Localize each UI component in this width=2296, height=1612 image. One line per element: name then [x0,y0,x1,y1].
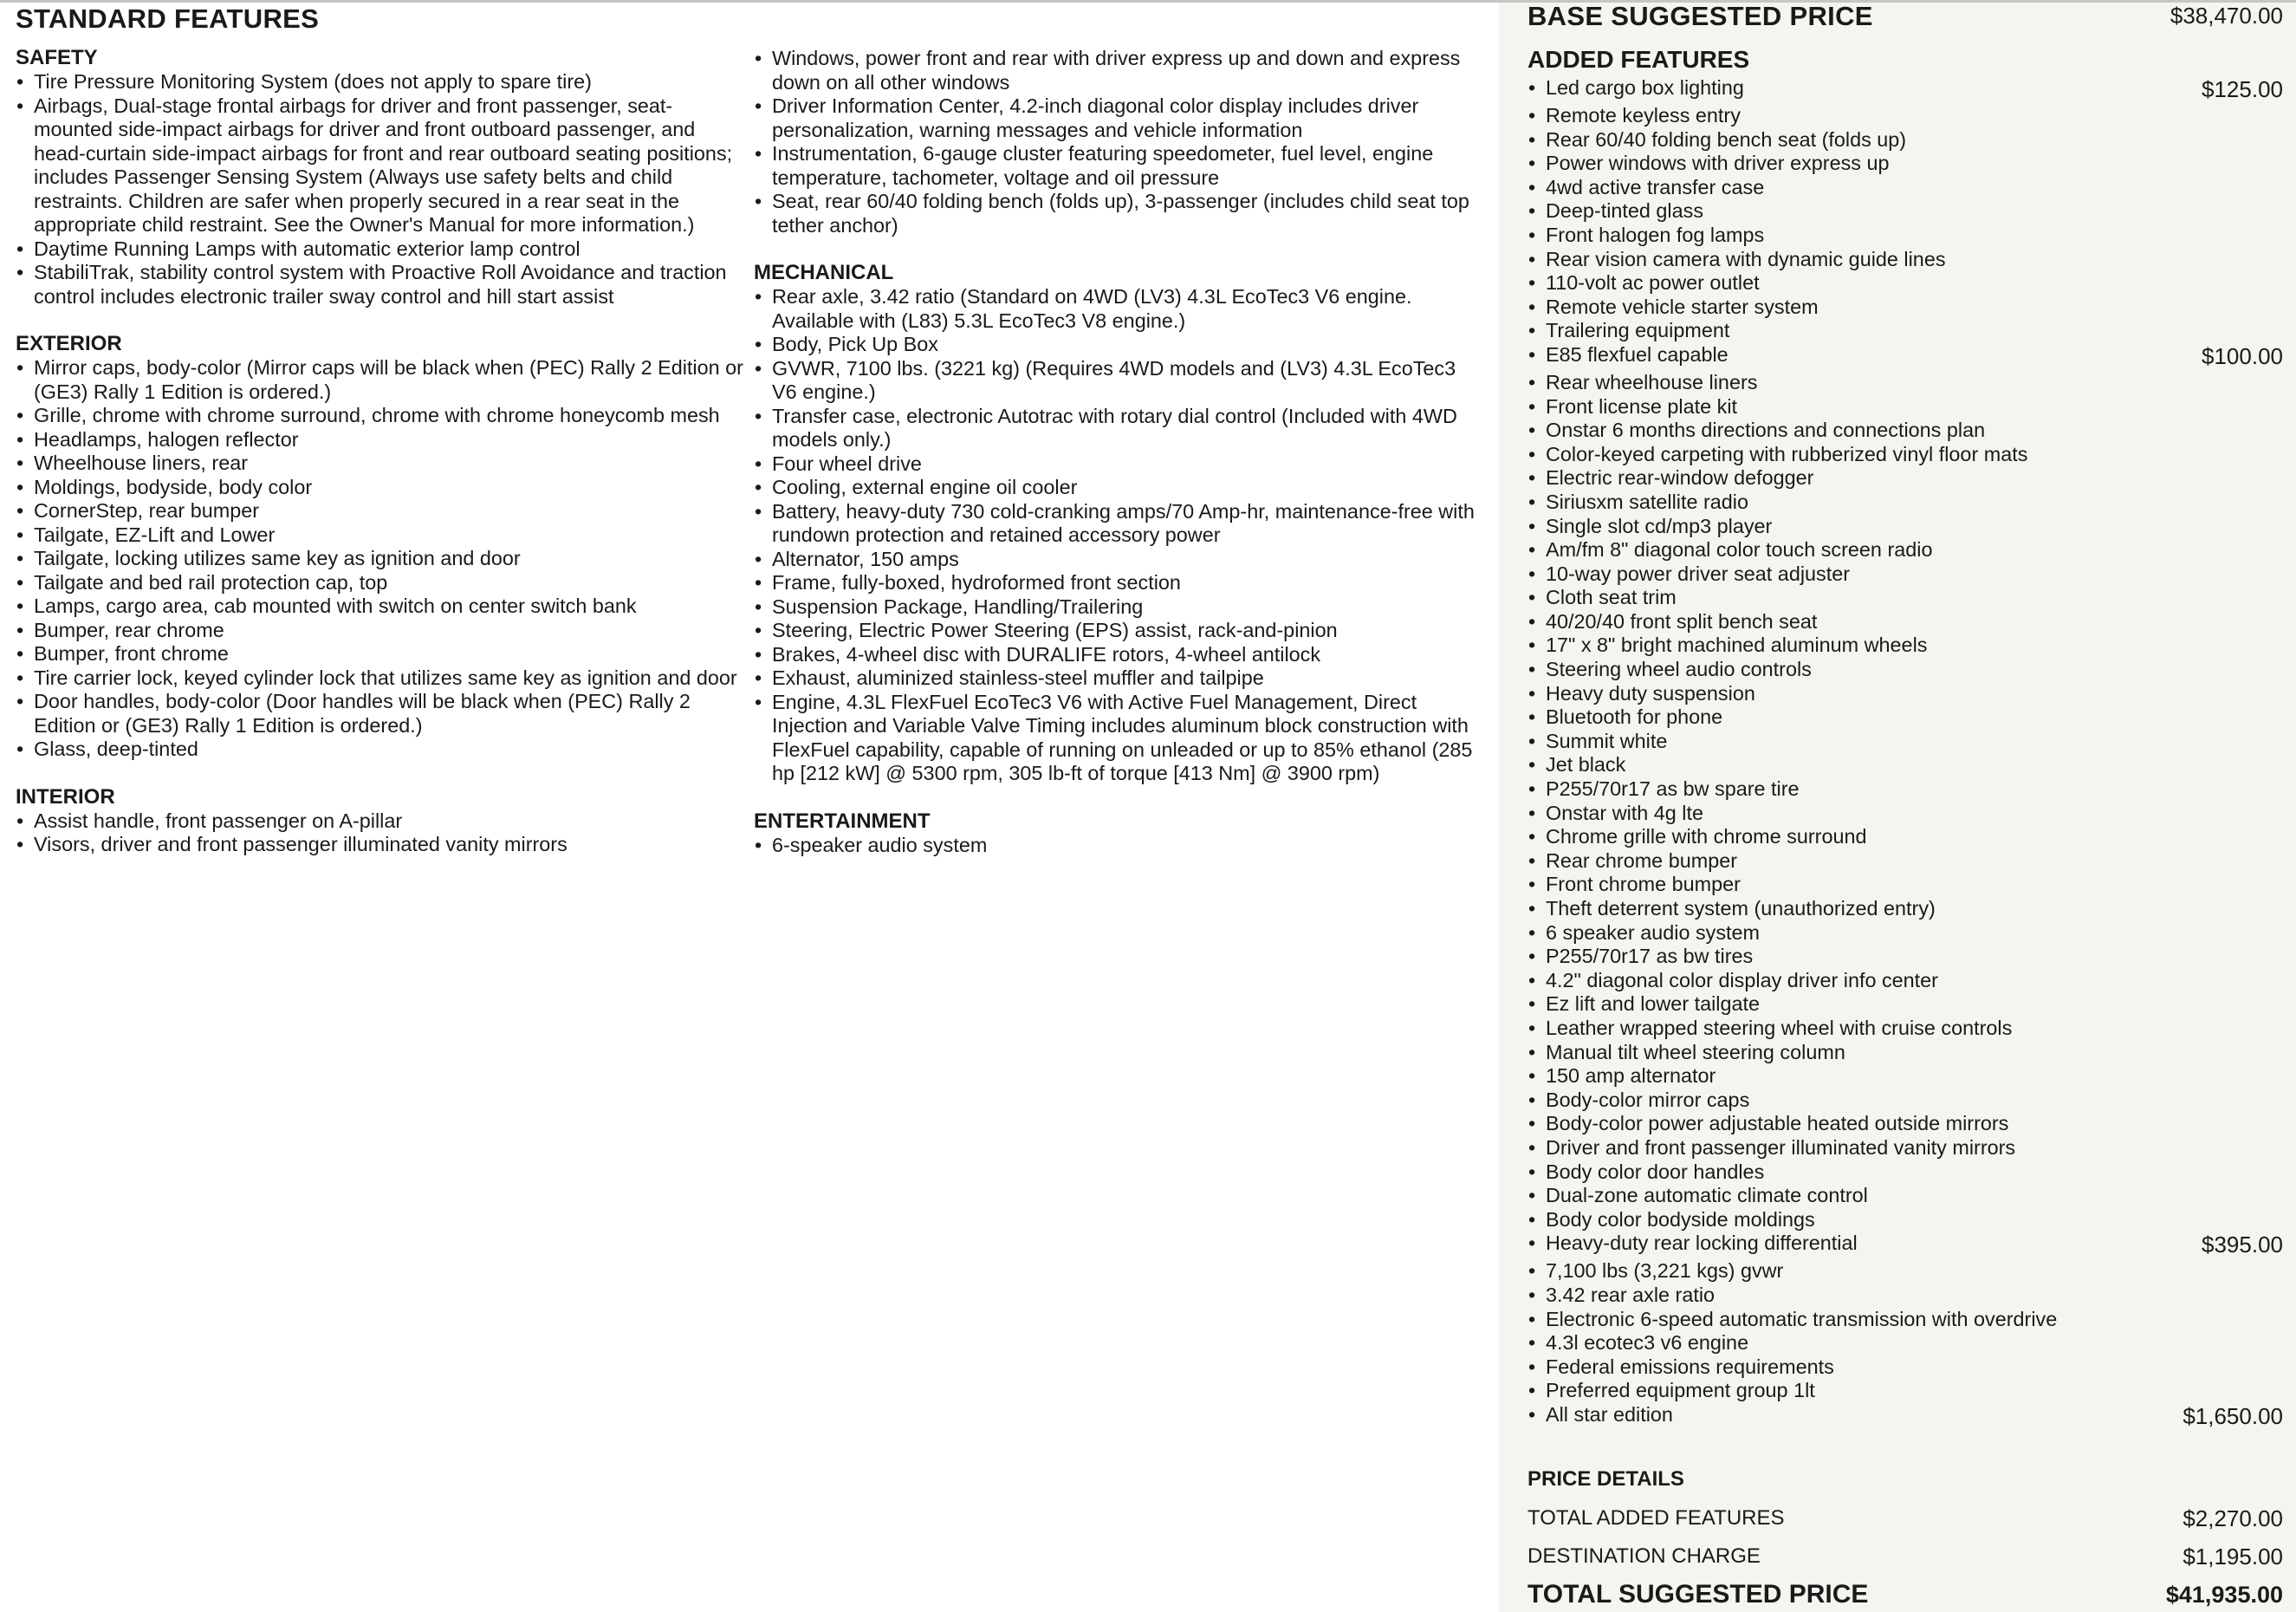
mechanical-heading: MECHANICAL [754,261,894,284]
interior-list [16,809,743,857]
feature-item: • Mirror caps, body-color (Mirror caps will be black when (PEC) Rally 2 Edition or (GE3) Rally 1 Edition is ordered.) [16,356,743,404]
added-feature-item [1527,296,2283,320]
feature-item: • Grille, chrome with chrome surround, chrome with chrome honeycomb mesh [16,404,743,428]
feature-item: • Windows, power front and rear with driver express up and down and express down on all other windows [754,47,1482,94]
entertainment-section [754,810,1482,858]
added-feature-name: P255/70r17 as bw spare tire [1546,777,1800,801]
feature-item: • CornerStep, rear bumper [16,499,743,523]
added-feature-name: Leather wrapped steering wheel with cruise controls [1546,1016,2013,1039]
standard-features-title: STANDARD FEATURES [16,3,320,34]
added-feature-item [1527,76,2283,104]
added-feature-item [1527,128,2283,153]
feature-item: • Glass, deep-tinted [16,738,743,762]
exterior-list [16,356,743,762]
added-feature-item [1527,1041,2283,1065]
feature-item: • 6-speaker audio system [754,834,1482,858]
total-suggested-price-value: $41,935.00 [2165,1582,2283,1608]
added-feature-item [1527,1136,2283,1160]
feature-item: • Brakes, 4-wheel disc with DURALIFE rotors, 4-wheel antilock [754,643,1482,667]
added-feature-item [1527,395,2283,419]
added-feature-item [1527,371,2283,395]
added-feature-item [1527,1184,2283,1208]
added-feature-item [1527,634,2283,658]
added-feature-name: Onstar with 4g lte [1546,801,1704,824]
added-feature-name: Driver and front passenger illuminated vanity mirrors [1546,1135,2016,1159]
feature-item: • Battery, heavy-duty 730 cold-cranking amps/70 Amp-hr, maintenance-free with rundown protection and retained accessory power [754,500,1482,548]
added-feature-name: Remote keyless entry [1546,104,1741,127]
feature-item: • Suspension Package, Handling/Trailering [754,595,1482,620]
total-added-features-label: TOTAL ADDED FEATURES [1527,1506,1785,1530]
added-feature-item [1527,1308,2283,1332]
added-feature-name: Power windows with driver express up [1546,152,1890,175]
added-feature-name: 3.42 rear axle ratio [1546,1283,1716,1306]
safety-list [16,70,743,309]
feature-item: • Daytime Running Lamps with automatic exterior lamp control [16,237,743,262]
added-feature-name: Rear chrome bumper [1546,848,1738,872]
added-feature-name: Electronic 6-speed automatic transmission with overdrive [1546,1307,2058,1330]
feature-item: • Transfer case, electronic Autotrac with rotary dial control (Included with 4WD models only.) [754,405,1482,452]
added-feature-name: 150 amp alternator [1546,1064,1716,1088]
added-feature-item [1527,1379,2283,1403]
total-added-features-row [1527,1504,2283,1533]
added-feature-item [1527,921,2283,946]
added-feature-item [1527,152,2283,176]
added-feature-name: Steering wheel audio controls [1546,658,1812,681]
exterior-heading: EXTERIOR [16,332,122,355]
base-price-label: BASE SUGGESTED PRICE [1527,1,1873,31]
added-feature-name: 40/20/40 front split bench seat [1546,609,1818,633]
added-feature-name: Am/fm 8" diagonal color touch screen radio [1546,538,1933,562]
added-feature-name: Single slot cd/mp3 player [1546,514,1773,537]
feature-item: • Tire Pressure Monitoring System (does not apply to spare tire) [16,70,743,94]
added-feature-name: 4.3l ecotec3 v6 engine [1546,1331,1749,1355]
added-feature-item [1527,248,2283,272]
added-feature-name: Electric rear-window defogger [1546,466,1814,490]
added-feature-item [1527,849,2283,874]
added-feature-item [1527,658,2283,682]
added-feature-item [1527,586,2283,610]
feature-item: • Exhaust, aluminized stainless-steel muffler and tailpipe [754,666,1482,691]
added-feature-name: Rear 60/40 folding bench seat (folds up) [1546,127,1907,151]
destination-charge-value: $1,195.00 [2182,1544,2283,1570]
added-feature-item [1527,104,2283,128]
added-feature-name: 110-volt ac power outlet [1546,271,1760,295]
interior-continued-list [754,47,1482,237]
added-feature-price: $1,650.00 [2182,1402,2283,1429]
added-feature-name: Led cargo box lighting [1546,76,1744,99]
added-feature-item [1527,515,2283,539]
added-feature-item [1527,969,2283,993]
feature-item: • Wheelhouse liners, rear [16,452,743,476]
feature-item: • Seat, rear 60/40 folding bench (folds up), 3-passenger (includes child seat top tether anchor) [754,190,1482,237]
added-feature-item [1527,1112,2283,1136]
feature-item: • Lamps, cargo area, cab mounted with switch on center switch bank [16,595,743,619]
added-feature-item [1527,562,2283,587]
feature-item: • Steering, Electric Power Steering (EPS) assist, rack-and-pinion [754,619,1482,643]
destination-charge-row [1527,1542,2283,1571]
feature-item: • Door handles, body-color (Door handles will be black when (PEC) Rally 2 Edition or (GE3) Rally 1 Edition is ordered.) [16,690,743,738]
added-feature-item [1527,825,2283,849]
feature-item: • Airbags, Dual-stage frontal airbags for driver and front passenger, seat-mounted side-impact airbags for driver and front outboard passenger, and head-curtain side-impact airbags for front and rear outboard seating positions; includes Passenger Sensing System (Always use safety belts and child restraints. Children are safer when properly secured in a rear seat in the appropriate child restraint. See the Owner's Manual for more information.) [16,94,743,237]
added-feature-item [1527,873,2283,897]
feature-item: • Cooling, external engine oil cooler [754,476,1482,500]
safety-heading: SAFETY [16,46,98,69]
added-feature-name: Front halogen fog lamps [1546,223,1765,246]
added-feature-name: Chrome grille with chrome surround [1546,825,1867,848]
added-feature-item [1527,802,2283,826]
added-feature-item [1527,1017,2283,1041]
added-feature-name: Manual tilt wheel steering column [1546,1040,1845,1063]
exterior-section [16,333,743,762]
added-feature-name: Rear wheelhouse liners [1546,370,1758,393]
added-feature-item [1527,1355,2283,1380]
added-feature-item [1527,491,2283,515]
added-feature-item [1527,610,2283,634]
price-details-heading: PRICE DETAILS [1527,1467,1684,1491]
added-feature-item [1527,1259,2283,1284]
standard-features-column-1 [16,47,743,881]
feature-item: • Bumper, rear chrome [16,619,743,643]
added-feature-name: Onstar 6 months directions and connections plan [1546,419,1986,442]
feature-item: • Tire carrier lock, keyed cylinder lock that utilizes same key as ignition and door [16,666,743,691]
destination-charge-label: DESTINATION CHARGE [1527,1544,1761,1568]
added-feature-item [1527,1208,2283,1232]
feature-item: • Tailgate, locking utilizes same key as ignition and door [16,547,743,571]
added-feature-item [1527,730,2283,754]
added-feature-price: $395.00 [2202,1232,2283,1258]
feature-item: • Moldings, bodyside, body color [16,476,743,500]
added-feature-name: Dual-zone automatic climate control [1546,1184,1868,1207]
added-feature-item [1527,466,2283,491]
total-suggested-price-row [1527,1578,2283,1611]
added-feature-name: Theft deterrent system (unauthorized entry) [1546,897,1936,920]
added-feature-name: Body color door handles [1546,1160,1765,1183]
added-feature-item [1527,224,2283,248]
entertainment-heading: ENTERTAINMENT [754,809,931,833]
added-feature-item [1527,538,2283,562]
feature-item: • Alternator, 150 amps [754,548,1482,572]
added-feature-name: Body-color mirror caps [1546,1088,1750,1111]
added-feature-item [1527,1232,2283,1259]
added-feature-name: 4wd active transfer case [1546,175,1765,198]
feature-item: • Four wheel drive [754,452,1482,477]
added-feature-name: Remote vehicle starter system [1546,295,1819,318]
added-feature-item [1527,777,2283,802]
added-feature-item [1527,176,2283,200]
added-feature-item [1527,753,2283,777]
added-feature-item [1527,1331,2283,1355]
added-feature-item [1527,1403,2283,1431]
added-feature-item [1527,419,2283,443]
added-feature-name: Preferred equipment group 1lt [1546,1379,1815,1402]
added-feature-name: P255/70r17 as bw tires [1546,945,1754,968]
interior-continued-section [754,47,1482,237]
feature-item: • Instrumentation, 6-gauge cluster featuring speedometer, fuel level, engine temperature, tachometer, voltage and oil pressure [754,142,1482,190]
added-feature-name: Color-keyed carpeting with rubberized vinyl floor mats [1546,442,2028,465]
base-price-row [1527,0,2283,33]
feature-item: • Body, Pick Up Box [754,333,1482,357]
added-feature-item [1527,897,2283,921]
total-added-features-value: $2,270.00 [2182,1505,2283,1531]
added-feature-item [1527,319,2283,343]
safety-section [16,47,743,309]
feature-item: • Driver Information Center, 4.2-inch diagonal color display includes driver personalization, warning messages and vehicle information [754,94,1482,142]
added-feature-name: 17" x 8" bright machined aluminum wheels [1546,634,1928,657]
added-feature-item [1527,682,2283,706]
added-feature-name: Ez lift and lower tailgate [1546,992,1761,1016]
added-feature-price: $100.00 [2202,342,2283,369]
standard-features-column-2 [754,47,1482,881]
interior-heading: INTERIOR [16,784,115,809]
added-feature-name: Heavy-duty rear locking differential [1546,1232,1858,1255]
feature-item: • Visors, driver and front passenger illuminated vanity mirrors [16,833,743,857]
added-feature-item [1527,199,2283,224]
feature-item: • StabiliTrak, stability control system with Proactive Roll Avoidance and traction control includes electronic trailer sway control and hill start assist [16,261,743,309]
added-feature-name: Body-color power adjustable heated outside mirrors [1546,1112,2009,1135]
added-feature-name: 6 speaker audio system [1546,920,1761,944]
feature-item: • Tailgate and bed rail protection cap, top [16,571,743,595]
added-feature-item [1527,1284,2283,1308]
total-suggested-price-label: TOTAL SUGGESTED PRICE [1527,1580,1869,1609]
added-feature-item [1527,1064,2283,1089]
added-feature-name: Front license plate kit [1546,394,1738,418]
added-feature-name: 10-way power driver seat adjuster [1546,562,1851,585]
added-feature-price: $125.00 [2202,76,2283,102]
added-feature-name: Bluetooth for phone [1546,705,1723,729]
added-feature-name: Front chrome bumper [1546,873,1741,896]
interior-section [16,786,743,857]
feature-item: • Frame, fully-boxed, hydroformed front section [754,571,1482,595]
added-feature-name: 7,100 lbs (3,221 kgs) gvwr [1546,1259,1784,1283]
feature-item: • GVWR, 7100 lbs. (3221 kg) (Requires 4WD models and (LV3) 4.3L EcoTec3 V6 engine.) [754,357,1482,405]
feature-item: • Engine, 4.3L FlexFuel EcoTec3 V6 with Active Fuel Management, Direct Injection and Variable Valve Timing includes aluminum block construction with FlexFuel capability, capable of running on unleaded or up to 85% ethanol (285 hp [212 kW] @ 5300 rpm, 305 lb-ft of torque [413 Nm] @ 3900 rpm) [754,691,1482,786]
added-feature-name: Federal emissions requirements [1546,1355,1834,1378]
added-features-list [1527,76,2283,1431]
feature-item: • Tailgate, EZ-Lift and Lower [16,523,743,548]
added-feature-item [1527,443,2283,467]
added-feature-item [1527,1089,2283,1113]
added-feature-item [1527,343,2283,371]
added-feature-name: Cloth seat trim [1546,586,1677,609]
entertainment-list [754,834,1482,858]
added-feature-item [1527,1160,2283,1185]
added-feature-name: Siriusxm satellite radio [1546,490,1748,513]
added-feature-name: Summit white [1546,729,1668,752]
added-feature-name: Trailering equipment [1546,319,1730,342]
added-feature-item [1527,705,2283,730]
added-feature-name: All star edition [1546,1402,1673,1426]
base-price-value: $38,470.00 [2170,3,2283,29]
added-feature-name: Deep-tinted glass [1546,199,1704,223]
added-features-heading: ADDED FEATURES [1527,46,1750,73]
added-feature-item [1527,945,2283,969]
feature-item: • Rear axle, 3.42 ratio (Standard on 4WD (LV3) 4.3L EcoTec3 V6 engine. Available with (L83) 5.3L EcoTec3 V8 engine.) [754,285,1482,333]
added-feature-item [1527,992,2283,1017]
feature-item: • Assist handle, front passenger on A-pillar [16,809,743,834]
added-feature-name: Jet black [1546,753,1626,777]
added-feature-item [1527,271,2283,296]
feature-item: • Headlamps, halogen reflector [16,428,743,452]
mechanical-list [754,285,1482,786]
added-feature-name: Heavy duty suspension [1546,681,1755,705]
added-feature-name: 4.2" diagonal color display driver info center [1546,968,1938,991]
mechanical-section [754,262,1482,786]
added-feature-name: Rear vision camera with dynamic guide lines [1546,247,1946,270]
added-feature-name: Body color bodyside moldings [1546,1207,1815,1231]
feature-item: • Bumper, front chrome [16,642,743,666]
added-feature-name: E85 flexfuel capable [1546,342,1728,366]
